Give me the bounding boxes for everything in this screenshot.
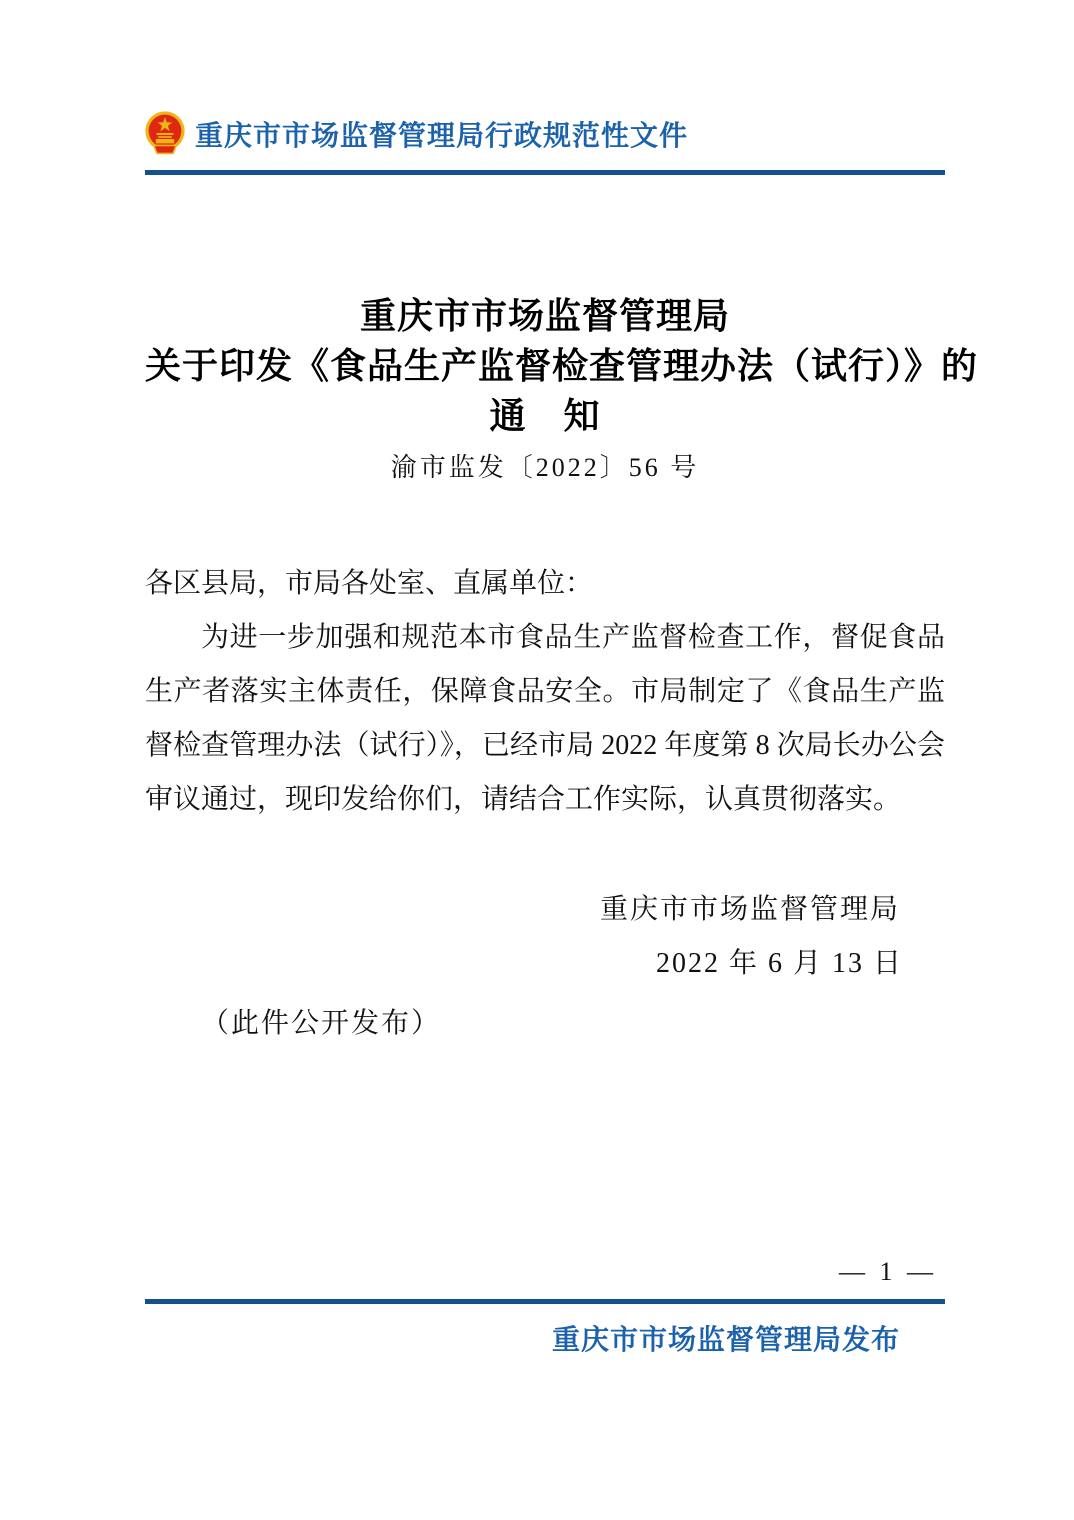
national-emblem-icon — [145, 111, 185, 157]
signature-organization: 重庆市市场监督管理局 — [599, 894, 900, 925]
document-content — [145, 0, 979, 1051]
document-number: 渝市监发〔2022〕56 号 — [390, 453, 700, 482]
page-number: — 1 — — [839, 1257, 937, 1286]
document-title-line2: 关于印发《食品生产监督检查管理办法（试行）》的 — [145, 346, 979, 386]
body-paragraph: 为进一步加强和规范本市食品生产监督检查工作，督促食品生产者落实主体责任，保障食品安全。市局制定了《食品生产监督检查管理办法（试行）》，已经市局 2022 年度第 8 次局长办公会审议通过，现印发给你们，请结合工作实际，认真贯彻落实。 — [145, 622, 945, 815]
publisher-line: 重庆市市场监督管理局发布 — [551, 1324, 900, 1355]
public-release-note: （此件公开发布） — [201, 1008, 442, 1039]
document-footer — [145, 1253, 945, 1358]
document-title-line3: 通 知 — [489, 396, 601, 436]
document-title-line1: 重庆市市场监督管理局 — [359, 296, 730, 336]
footer-divider — [145, 1299, 945, 1304]
header-title: 重庆市市场监督管理局行政规范性文件 — [195, 120, 689, 151]
header-divider — [145, 170, 945, 175]
salutation-line: 各区县局，市局各处室、直属单位： — [145, 568, 594, 599]
signature-date: 2022 年 6 月 13 日 — [655, 948, 903, 979]
document-title — [145, 291, 979, 441]
document-header — [145, 110, 945, 158]
